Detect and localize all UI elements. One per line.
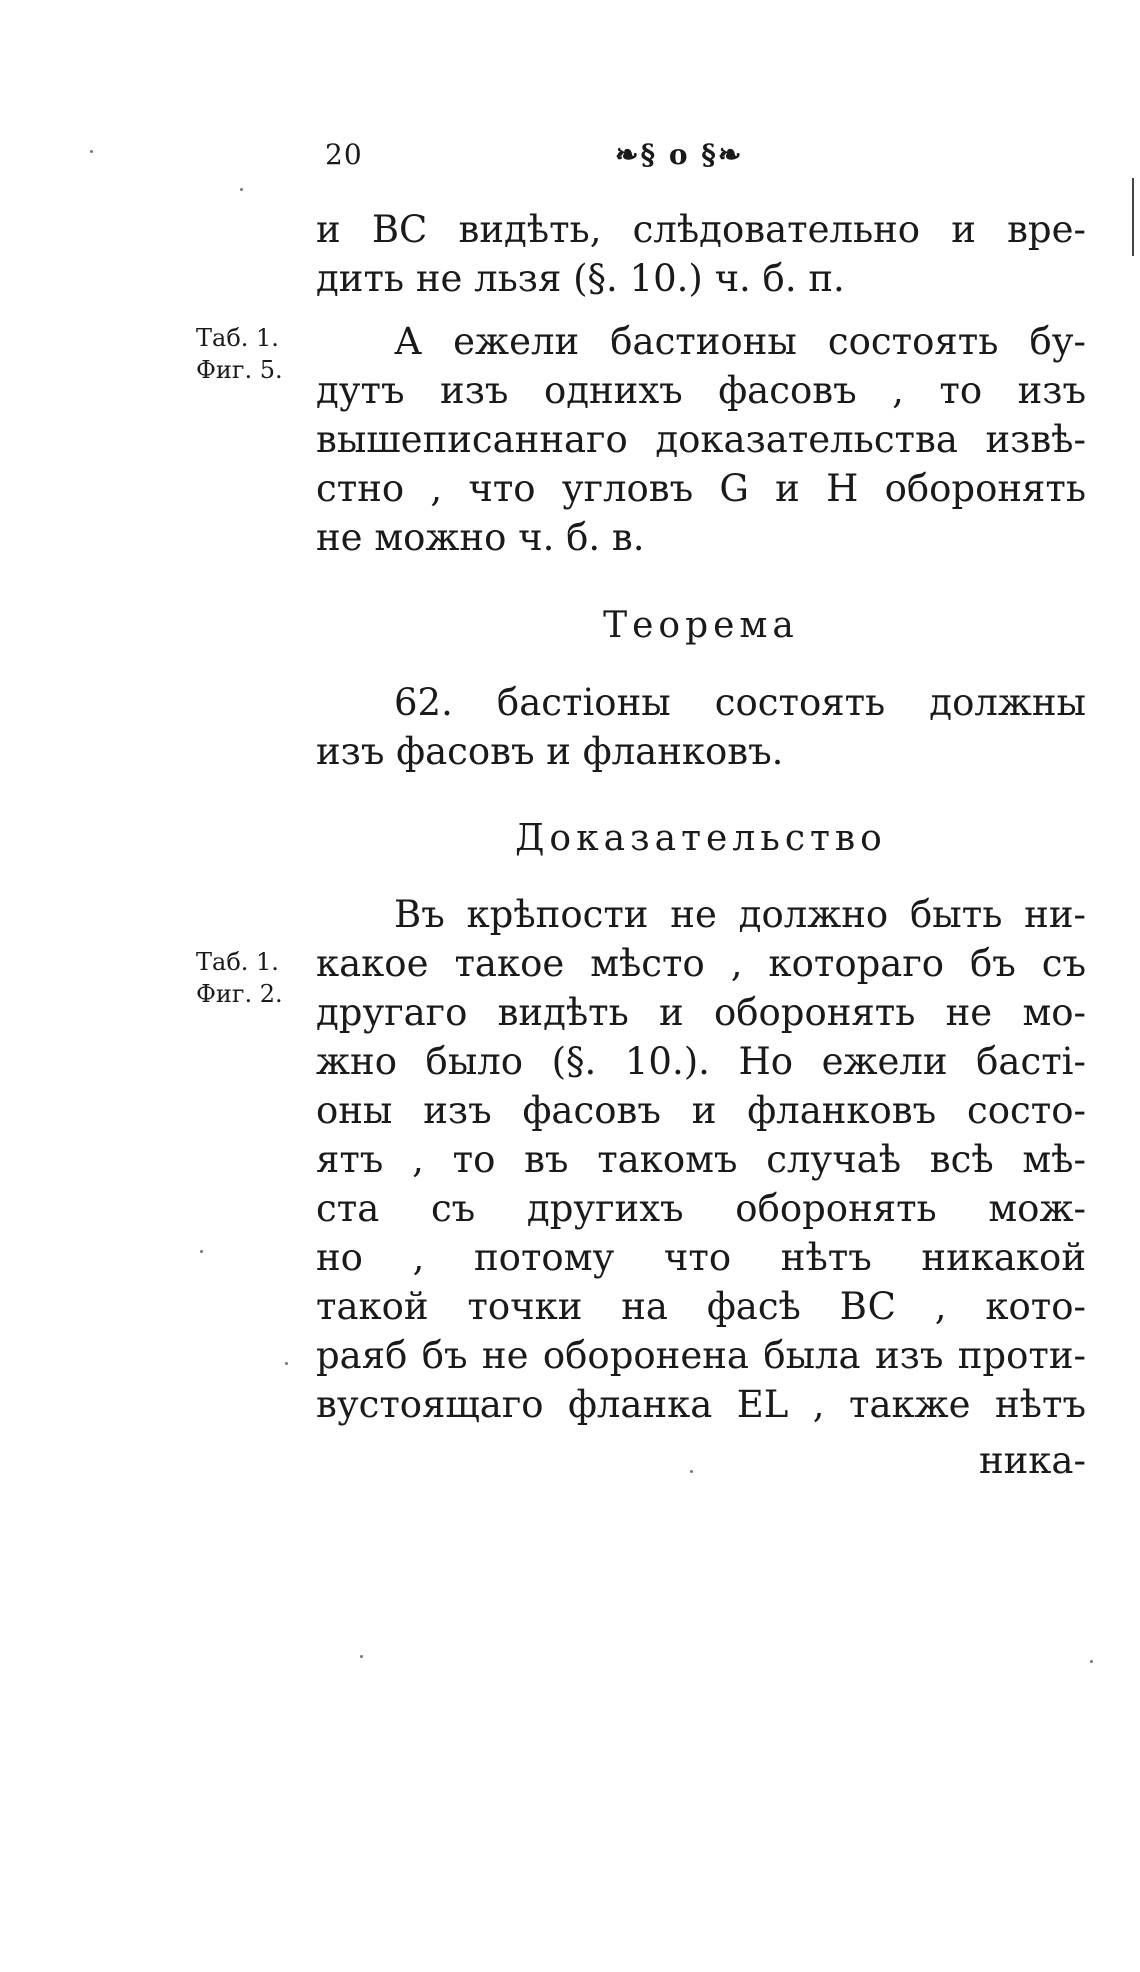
margin-reference-table-figure xyxy=(196,946,283,1010)
paragraph-continuation xyxy=(316,205,1086,303)
text-line: не можно ч. б. в. xyxy=(316,516,645,559)
paper-speck xyxy=(90,150,93,153)
text-line: такой точки на фасѣ BC , кото- xyxy=(316,1285,1086,1328)
margin-line: Таб. 1. xyxy=(196,324,279,352)
catchword: ника- xyxy=(978,1439,1086,1482)
text-line: дутъ изъ однихъ фасовъ , то изъ xyxy=(316,369,1086,412)
running-header xyxy=(325,138,1085,178)
text-line: ста съ другихъ оборонять мож- xyxy=(316,1187,1086,1230)
text-line: вышеписаннаго доказательства извѣ- xyxy=(316,418,1086,461)
text-line: стно , что угловъ G и H оборонять xyxy=(316,467,1086,510)
text-line: и ВС видѣть, слѣдовательно и вре- xyxy=(316,208,1086,251)
paper-speck xyxy=(200,1250,203,1253)
text-line: вустоящаго фланка EL , также нѣтъ xyxy=(316,1383,1086,1426)
text-line: дить не льзя (§. 10.) ч. б. п. xyxy=(316,257,845,300)
paragraph-bastions-faces xyxy=(316,317,1086,562)
text-line: жно было (§. 10.). Но ежели басті- xyxy=(316,1040,1086,1083)
theorem-statement xyxy=(316,678,1086,776)
proof-paragraph xyxy=(316,890,1086,1429)
section-heading-theorem: Теорема xyxy=(603,605,799,646)
paper-speck xyxy=(240,188,243,191)
margin-line: Фиг. 5. xyxy=(196,356,283,384)
text-line: Въ крѣпости не должно быть ни- xyxy=(394,893,1086,936)
text-line: А ежели бастионы состоять бу- xyxy=(394,320,1086,363)
paper-speck xyxy=(1090,1660,1093,1663)
paper-speck xyxy=(360,1655,363,1658)
text-line: другаго видѣть и оборонять не мо- xyxy=(316,991,1086,1034)
section-heading-proof: Доказательство xyxy=(515,818,887,859)
text-line: оны изъ фасовъ и фланковъ состо- xyxy=(316,1089,1086,1132)
text-line: какое такое мѣсто , котораго бъ съ xyxy=(316,942,1086,985)
margin-line: Таб. 1. xyxy=(196,948,279,976)
text-line: ятъ , то въ такомъ случаѣ всѣ мѣ- xyxy=(316,1138,1086,1181)
text-line: изъ фасовъ и фланковъ. xyxy=(316,730,784,773)
margin-reference-table-figure xyxy=(196,322,283,386)
text-line: но , потому что нѣтъ никакой xyxy=(316,1236,1086,1279)
page-edge-mark xyxy=(1132,178,1134,256)
paper-speck xyxy=(690,1470,693,1473)
margin-line: Фиг. 2. xyxy=(196,980,283,1008)
text-line: раяб бъ не оборонена была изъ проти- xyxy=(316,1334,1086,1377)
page-number: 20 xyxy=(325,138,363,171)
catchword-block xyxy=(316,1436,1086,1485)
paper-speck xyxy=(285,1362,288,1365)
header-ornament: ❧§ o §❧ xyxy=(615,138,744,171)
text-line: 62. бастіоны состоять должны xyxy=(394,681,1086,724)
